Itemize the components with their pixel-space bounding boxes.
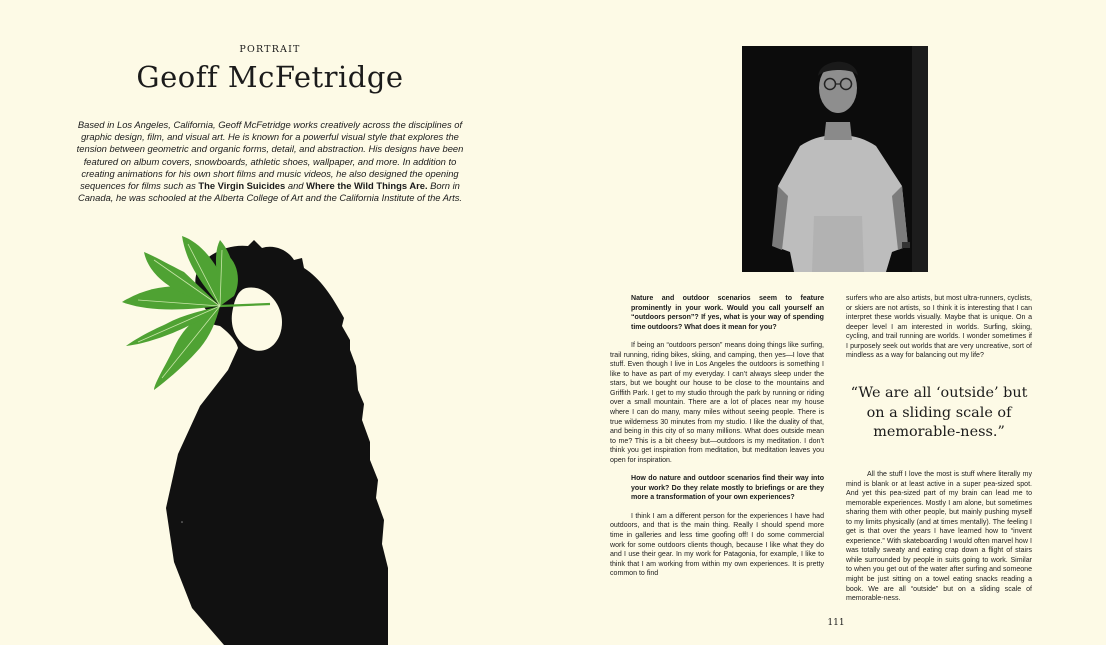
interview-column-2 (846, 294, 1032, 361)
film-title: The Virgin Suicides (198, 180, 286, 192)
interview-column-1 (610, 294, 824, 588)
intro-text: Based in Los Angeles, California, Geoff McFetridge works creatively across the disciplines of graphic design, film, and visual art. He is known for a powerful visual style that explores the tension between geometric and organic forms, detail, and abstraction. His designs have been featured on album covers, snowboards, athletic shoes, wallpaper, and more. In addition to creating animations for his own short films and music videos, he also designed the opening sequences for films such as (76, 119, 464, 192)
intro-text: and (285, 180, 307, 192)
section-label: PORTRAIT (239, 44, 301, 55)
film-title: Where the Wild Things Are. (306, 180, 428, 192)
interview-question: Nature and outdoor scenarios seem to feature prominently in your work. Would you call yourself an “outdoors person”? If yes, what is your way of spending time outdoors? What does it mean for you? (631, 295, 824, 331)
pull-quote: “We are all ‘outside’ but on a sliding scale of memorable-ness.” (850, 385, 1028, 440)
interview-answer: I think I am a different person for the experiences I have had outdoors, and that is the main thing. Really I should spend more time in galleries and less time goofing off! I do some commercial work for some outdoors clients though, because I like what they do and I use their gear. In my work for Patagonia, for example, I like to think that I am working from within my own experiences. It is pretty common to find (610, 512, 824, 578)
interview-answer: If being an “outdoors person” means doing things like surfing, trail running, riding bikes, skiing, and camping, then yes—I love that stuff. Even though I live in Los Angeles the outdoors is something I like to have as part of my everyday. I can’t always sleep under the stars, but we bought our house to be close to the mountains and Griffith Park. I get to my studio through the park by running or riding over a small mountain. There are a lot of places near my house where I can do many, many miles without seeing people. There is true wilderness 30 minutes from my studio. I like the duality of that, and being in this city of so many millions. What does outside mean to me? This is a bit cheesy but—outdoors is my meditation. I don’t think you get inspiration from meditation, but meditation leaves you open for inspiration. (610, 342, 824, 464)
intro-text: Born in Canada, he was schooled at the Alberta College of Art and the California Institute of the Arts. (77, 180, 463, 204)
paw-leaf-illustration (88, 228, 388, 645)
intro-paragraph (68, 119, 472, 204)
interview-answer-continued: surfers who are also artists, but most ultra-runners, cyclists, or skiers are not artists, so I think it is interesting that I can interpret these worlds visually. Maybe that is unique. On a deeper level I am interested in worlds. Surfing, skiing, cycling, and trail running are worlds. I wonder sometimes if I purposely seek out worlds that are very uncreative, sort of mindless as a way for balancing out my life? (846, 295, 1032, 360)
speck (181, 521, 183, 523)
portrait-figure (742, 46, 928, 272)
page-number: 111 (827, 618, 845, 628)
portrait-photo (742, 46, 928, 272)
interview-question: How do nature and outdoor scenarios find their way into your work? Do they relate mostly to briefings or are they more a transformation of your own experiences? (631, 475, 824, 502)
article-title: Geoff McFetridge (136, 60, 404, 94)
interview-answer: All the stuff I love the most is stuff where literally my mind is blank or at least active in a super pea-sized spot. And yet this pea-sized part of my brain can lead me to memorable experiences. Mostly I am alone, but sometimes sharing them with other people, but mainly pushing myself to my limits physically (and at times mentally). The feeling I get is that over the years I have learned how to “invent experience.” With skateboarding I would often marvel how I was totally sweaty and eating crap down a flight of stairs while surrounded by people in suits going to work. Similar to when you get out of the water after surfing and someone might be just sitting on a towel eating snacks reading a book. We are all “outside” but on a sliding scale of memorable-ness. (846, 471, 1032, 603)
interview-column-2-lower (846, 470, 1032, 613)
